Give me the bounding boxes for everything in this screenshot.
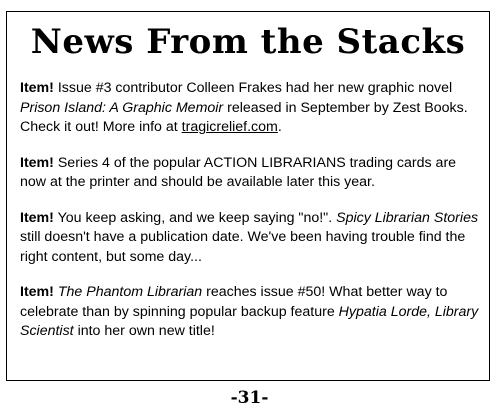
- news-item: [20, 79, 481, 138]
- item-title: Prison Island: A Graphic Memoir: [20, 99, 224, 116]
- news-item: [20, 154, 481, 193]
- news-item: [20, 209, 481, 268]
- item-text: You keep asking, and we keep saying "no!".: [53, 209, 337, 226]
- website-link[interactable]: tragicrelief.com: [181, 119, 278, 135]
- item-text: released in September by Zest Books. Check it out! More info at: [20, 99, 468, 135]
- item-text: reaches issue #50! What better way to celebrate than by spinning popular backup feature: [20, 284, 448, 320]
- item-label: Item!: [20, 209, 54, 226]
- news-items: [20, 79, 481, 358]
- news-item: [20, 283, 481, 342]
- item-title: Hypatia Lorde, Library Scientist: [20, 303, 479, 339]
- item-text: .: [277, 119, 282, 135]
- item-title: The Phantom Librarian: [57, 284, 203, 300]
- page-number: -31-: [230, 388, 269, 408]
- item-label: Item!: [20, 154, 54, 171]
- news-box: [6, 11, 490, 381]
- item-text: Issue #3 contributor Colleen Frakes had her new graphic novel: [53, 80, 453, 96]
- item-title: Spicy Librarian Stories: [336, 209, 479, 226]
- item-text: Series 4 of the popular ACTION LIBRARIANS trading cards are now at the printer and should be available later this year.: [20, 154, 457, 190]
- item-label: Item!: [20, 284, 54, 300]
- headline: News From the Stacks: [30, 22, 466, 62]
- item-label: Item!: [20, 80, 54, 96]
- item-text: still doesn't have a publication date. We've been having trouble find the right content, but some day...: [20, 229, 466, 265]
- item-text: into her own new title!: [73, 323, 215, 339]
